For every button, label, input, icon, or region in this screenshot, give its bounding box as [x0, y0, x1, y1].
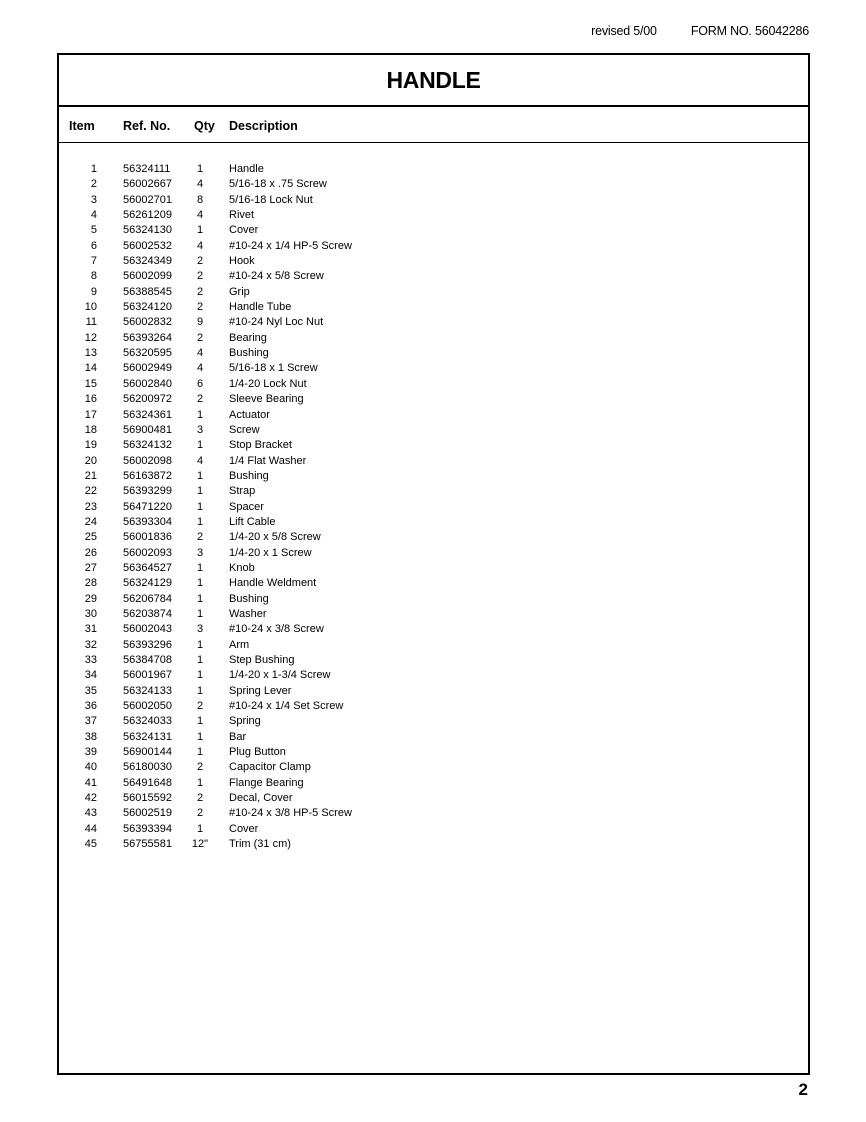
- quantity: 4: [196, 454, 204, 467]
- ref-number: 56393394: [123, 822, 172, 835]
- quantity: 1: [196, 669, 204, 682]
- description: 1/4-20 x 1 Screw: [229, 546, 312, 559]
- description: Bar: [229, 730, 247, 743]
- description: Arm: [229, 638, 250, 651]
- table-row: [59, 239, 808, 254]
- quantity: 1: [196, 592, 204, 605]
- table-row: [59, 300, 808, 315]
- ref-number: 56163872: [123, 469, 172, 482]
- table-row: [59, 791, 808, 806]
- table-row: [59, 162, 808, 177]
- ref-number: 56002098: [123, 454, 172, 467]
- description: Lift Cable: [229, 515, 276, 528]
- quantity: 9: [196, 316, 204, 329]
- quantity: 1: [196, 163, 204, 175]
- table-row: [59, 469, 808, 484]
- quantity: 1: [196, 822, 204, 835]
- ref-number: 56180030: [123, 761, 172, 774]
- table-row: [59, 760, 808, 775]
- table-row: [59, 607, 808, 622]
- item-number: 43: [84, 807, 97, 820]
- quantity: 1: [196, 684, 204, 697]
- table-row: [59, 408, 808, 423]
- table-row: [59, 699, 808, 714]
- description: Cover: [229, 224, 259, 237]
- item-number: 45: [84, 838, 97, 851]
- quantity: 3: [196, 623, 204, 636]
- ref-number: 56203874: [123, 607, 172, 620]
- description: 5/16-18 x 1 Screw: [229, 362, 318, 375]
- item-number: 44: [84, 822, 97, 835]
- description: Stop Bracket: [229, 439, 292, 452]
- quantity: 1: [196, 439, 204, 452]
- quantity: 1: [196, 408, 204, 421]
- item-number: 35: [84, 684, 97, 697]
- ref-number: 56002099: [123, 270, 172, 283]
- description: 1/4 Flat Washer: [229, 454, 307, 467]
- item-number: 39: [84, 746, 97, 759]
- item-number: 1: [90, 163, 97, 175]
- document-header: [591, 24, 809, 38]
- description: #10-24 x 1/4 Set Screw: [229, 700, 344, 713]
- description: Handle: [229, 163, 264, 175]
- quantity: 1: [196, 638, 204, 651]
- table-row: [59, 377, 808, 392]
- page-number: 2: [798, 1080, 808, 1099]
- item-number: 3: [90, 193, 97, 206]
- item-number: 15: [84, 377, 97, 390]
- ref-number: 56001836: [123, 531, 172, 544]
- table-row: [59, 530, 808, 545]
- quantity: 1: [196, 469, 204, 482]
- table-row: [59, 546, 808, 561]
- column-item: Item: [69, 119, 95, 133]
- ref-number: 56015592: [123, 792, 172, 805]
- table-row: [59, 837, 808, 852]
- ref-number: 56900144: [123, 746, 172, 759]
- quantity: 1: [196, 485, 204, 498]
- description: Handle Weldment: [229, 577, 317, 590]
- description: Step Bushing: [229, 654, 295, 666]
- table-row: [59, 269, 808, 284]
- item-number: 23: [84, 500, 97, 513]
- description: Bushing: [229, 469, 269, 482]
- description: 5/16-18 Lock Nut: [229, 193, 313, 206]
- table-header: [59, 107, 808, 143]
- item-number: 29: [84, 592, 97, 605]
- table-row: [59, 193, 808, 208]
- ref-number: 56320595: [123, 347, 172, 360]
- ref-number: 56002519: [123, 807, 172, 820]
- quantity: 1: [196, 607, 204, 620]
- item-number: 42: [84, 792, 97, 805]
- ref-number: 56324033: [123, 715, 172, 728]
- description: Spring: [229, 715, 261, 728]
- ref-number: 56324349: [123, 255, 172, 268]
- column-qty: Qty: [194, 119, 215, 133]
- item-number: 18: [84, 423, 97, 436]
- table-row: [59, 668, 808, 683]
- quantity: 1: [196, 776, 204, 789]
- item-number: 4: [90, 209, 97, 222]
- ref-number: 56393299: [123, 485, 172, 498]
- description: Washer: [229, 607, 267, 620]
- item-number: 12: [84, 331, 97, 344]
- table-row: [59, 638, 808, 653]
- item-number: 10: [84, 301, 97, 314]
- description: #10-24 x 5/8 Screw: [229, 270, 324, 283]
- ref-number: 56324111: [123, 163, 171, 175]
- ref-number: 56471220: [123, 500, 172, 513]
- ref-number: 56002701: [123, 193, 172, 206]
- item-number: 7: [90, 255, 97, 268]
- item-number: 40: [84, 761, 97, 774]
- item-number: 22: [84, 485, 97, 498]
- form-number: FORM NO. 56042286: [690, 24, 809, 38]
- description: Sleeve Bearing: [229, 393, 304, 406]
- ref-number: 56324120: [123, 301, 172, 314]
- quantity: 1: [196, 224, 204, 237]
- quantity: 1: [196, 715, 204, 728]
- item-number: 2: [90, 178, 97, 191]
- description: 1/4-20 Lock Nut: [229, 377, 307, 390]
- description: Decal, Cover: [229, 792, 293, 805]
- description: #10-24 Nyl Loc Nut: [229, 316, 324, 329]
- description: #10-24 x 3/8 HP-5 Screw: [229, 807, 352, 820]
- column-description: Description: [229, 119, 298, 133]
- item-number: 34: [84, 669, 97, 682]
- quantity: 2: [196, 301, 204, 314]
- item-number: 16: [84, 393, 97, 406]
- quantity: 2: [196, 531, 204, 544]
- item-number: 9: [90, 285, 97, 298]
- quantity: 1: [196, 515, 204, 528]
- table-row: [59, 622, 808, 637]
- ref-number: 56900481: [123, 423, 172, 436]
- description: Hook: [229, 255, 255, 268]
- table-row: [59, 223, 808, 238]
- item-number: 37: [84, 715, 97, 728]
- quantity: 3: [196, 546, 204, 559]
- quantity: 2: [196, 792, 204, 805]
- quantity: 4: [196, 362, 204, 375]
- description: Screw: [229, 423, 260, 436]
- item-number: 11: [85, 316, 97, 329]
- ref-number: 56002949: [123, 362, 172, 375]
- description: Spacer: [229, 500, 264, 513]
- description: Grip: [229, 285, 250, 298]
- quantity: 2: [196, 807, 204, 820]
- parts-list-frame: [57, 53, 810, 1075]
- description: Rivet: [229, 209, 255, 222]
- description: Trim (31 cm): [229, 838, 291, 851]
- table-row: [59, 745, 808, 760]
- ref-number: 56261209: [123, 209, 172, 222]
- table-row: [59, 576, 808, 591]
- ref-number: 56324129: [123, 577, 172, 590]
- ref-number: 56755581: [123, 838, 172, 851]
- ref-number: 56002050: [123, 700, 172, 713]
- ref-number: 56324132: [123, 439, 172, 452]
- item-number: 6: [90, 239, 97, 252]
- table-row: [59, 500, 808, 515]
- quantity: 4: [196, 209, 204, 222]
- ref-number: 56001967: [123, 669, 172, 682]
- item-number: 41: [84, 776, 97, 789]
- description: Plug Button: [229, 746, 286, 759]
- ref-number: 56002667: [123, 178, 172, 191]
- ref-number: 56002532: [123, 239, 172, 252]
- table-row: [59, 653, 808, 668]
- table-row: [59, 484, 808, 499]
- item-number: 25: [84, 531, 97, 544]
- item-number: 24: [84, 515, 97, 528]
- table-row: [59, 684, 808, 699]
- quantity: 4: [196, 239, 204, 252]
- parts-table-body: [59, 162, 808, 852]
- table-row: [59, 177, 808, 192]
- quantity: 1: [196, 577, 204, 590]
- ref-number: 56002840: [123, 377, 172, 390]
- quantity: 2: [196, 255, 204, 268]
- table-row: [59, 714, 808, 729]
- table-row: [59, 208, 808, 223]
- table-row: [59, 285, 808, 300]
- description: Cover: [229, 822, 259, 835]
- description: Strap: [229, 485, 256, 498]
- description: Flange Bearing: [229, 776, 304, 789]
- description: #10-24 x 3/8 Screw: [229, 623, 324, 636]
- item-number: 19: [84, 439, 97, 452]
- table-row: [59, 423, 808, 438]
- item-number: 8: [90, 270, 97, 283]
- item-number: 31: [84, 623, 97, 636]
- quantity: 6: [196, 377, 204, 390]
- description: Knob: [229, 561, 255, 574]
- quantity: 2: [196, 331, 204, 344]
- ref-number: 56388545: [123, 285, 172, 298]
- table-row: [59, 776, 808, 791]
- table-row: [59, 592, 808, 607]
- item-number: 21: [84, 469, 97, 482]
- description: Bearing: [229, 331, 267, 344]
- quantity: 4: [196, 178, 204, 191]
- quantity: 2: [196, 700, 204, 713]
- item-number: 13: [84, 347, 97, 360]
- item-number: 30: [84, 607, 97, 620]
- ref-number: 56384708: [123, 654, 172, 666]
- table-row: [59, 361, 808, 376]
- ref-number: 56206784: [123, 592, 172, 605]
- item-number: 36: [84, 700, 97, 713]
- item-number: 20: [84, 454, 97, 467]
- column-ref-no: Ref. No.: [123, 119, 171, 133]
- ref-number: 56393264: [123, 331, 172, 344]
- table-row: [59, 822, 808, 837]
- ref-number: 56324361: [123, 408, 172, 421]
- quantity: 1: [196, 730, 204, 743]
- description: Bushing: [229, 347, 269, 360]
- description: 1/4-20 x 5/8 Screw: [229, 531, 321, 544]
- table-row: [59, 392, 808, 407]
- item-number: 33: [84, 654, 97, 666]
- ref-number: 56002043: [123, 623, 172, 636]
- item-number: 17: [84, 408, 97, 421]
- ref-number: 56324133: [123, 684, 172, 697]
- quantity: 1: [196, 746, 204, 759]
- ref-number: 56364527: [123, 561, 172, 574]
- ref-number: 56324131: [123, 730, 172, 743]
- table-row: [59, 515, 808, 530]
- quantity: 1: [196, 561, 204, 574]
- table-row: [59, 561, 808, 576]
- quantity: 4: [196, 347, 204, 360]
- item-number: 28: [84, 577, 97, 590]
- description: Handle Tube: [229, 301, 292, 314]
- table-row: [59, 454, 808, 469]
- quantity: 2: [196, 761, 204, 774]
- quantity: 1: [196, 500, 204, 513]
- item-number: 14: [84, 362, 97, 375]
- ref-number: 56200972: [123, 393, 172, 406]
- description: Actuator: [229, 408, 270, 421]
- table-row: [59, 346, 808, 361]
- table-row: [59, 730, 808, 745]
- item-number: 26: [84, 546, 97, 559]
- table-row: [59, 254, 808, 269]
- quantity: 2: [196, 270, 204, 283]
- ref-number: 56393304: [123, 515, 172, 528]
- table-row: [59, 315, 808, 330]
- table-row: [59, 331, 808, 346]
- item-number: 32: [84, 638, 97, 651]
- description: Bushing: [229, 592, 269, 605]
- revision-label: revised 5/00: [591, 24, 657, 38]
- ref-number: 56002832: [123, 316, 172, 329]
- item-number: 27: [84, 561, 97, 574]
- ref-number: 56002093: [123, 546, 172, 559]
- quantity: 1: [196, 654, 204, 666]
- description: Spring Lever: [229, 684, 292, 697]
- description: 1/4-20 x 1-3/4 Screw: [229, 669, 331, 682]
- description: #10-24 x 1/4 HP-5 Screw: [229, 239, 352, 252]
- description: Capacitor Clamp: [229, 761, 311, 774]
- table-row: [59, 806, 808, 821]
- quantity: 12": [191, 838, 209, 851]
- quantity: 3: [196, 423, 204, 436]
- item-number: 38: [84, 730, 97, 743]
- item-number: 5: [90, 224, 97, 237]
- quantity: 2: [196, 285, 204, 298]
- table-row: [59, 438, 808, 453]
- quantity: 2: [196, 393, 204, 406]
- description: 5/16-18 x .75 Screw: [229, 178, 327, 191]
- quantity: 8: [196, 193, 204, 206]
- page-title: HANDLE: [59, 55, 808, 107]
- ref-number: 56491648: [123, 776, 172, 789]
- ref-number: 56393296: [123, 638, 172, 651]
- ref-number: 56324130: [123, 224, 172, 237]
